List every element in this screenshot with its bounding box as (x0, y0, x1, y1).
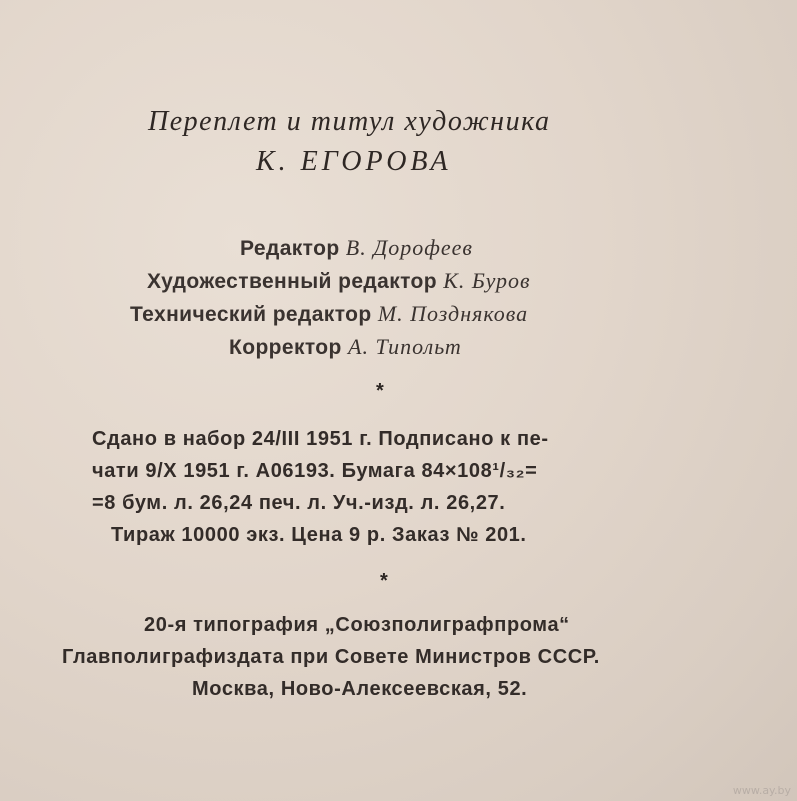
printer-line-3: Москва, Ново-Алексеевская, 52. (192, 678, 528, 700)
printer-line-1: 20-я типография „Союзполиграфпрома“ (144, 614, 570, 636)
credit-tech-editor (130, 301, 528, 327)
separator-star-2: * (380, 570, 388, 592)
imprint-line-1: Сдано в набор 24/III 1951 г. Подписано к пе- (92, 428, 549, 450)
watermark: www.ay.by (732, 784, 791, 797)
credit-art-editor (147, 268, 531, 294)
credit-name: А. Типольт (348, 334, 462, 359)
credit-editor (240, 235, 473, 261)
printer-line-2: Главполиграфиздата при Совете Министров СССР. (62, 646, 600, 668)
imprint-line-2: чати 9/X 1951 г. А06193. Бумага 84×108¹/₃₂= (92, 460, 538, 482)
credit-role: Технический редактор (130, 303, 372, 326)
imprint-line-3: =8 бум. л. 26,24 печ. л. Уч.-изд. л. 26,27. (92, 492, 506, 514)
credit-role: Редактор (240, 237, 340, 260)
credit-proofreader (229, 334, 462, 360)
credit-name: М. Позднякова (377, 301, 529, 326)
credit-name: К. Буров (443, 268, 531, 293)
header-line-2: К. ЕГОРОВА (256, 146, 452, 177)
imprint-line-4: Тираж 10000 экз. Цена 9 р. Заказ № 201. (111, 524, 527, 546)
separator-star-1: * (376, 380, 384, 402)
credit-role: Художественный редактор (147, 270, 437, 293)
credit-role: Корректор (229, 336, 342, 359)
credit-name: В. Дорофеев (345, 235, 473, 260)
header-line-1: Переплет и титул художника (148, 106, 551, 137)
